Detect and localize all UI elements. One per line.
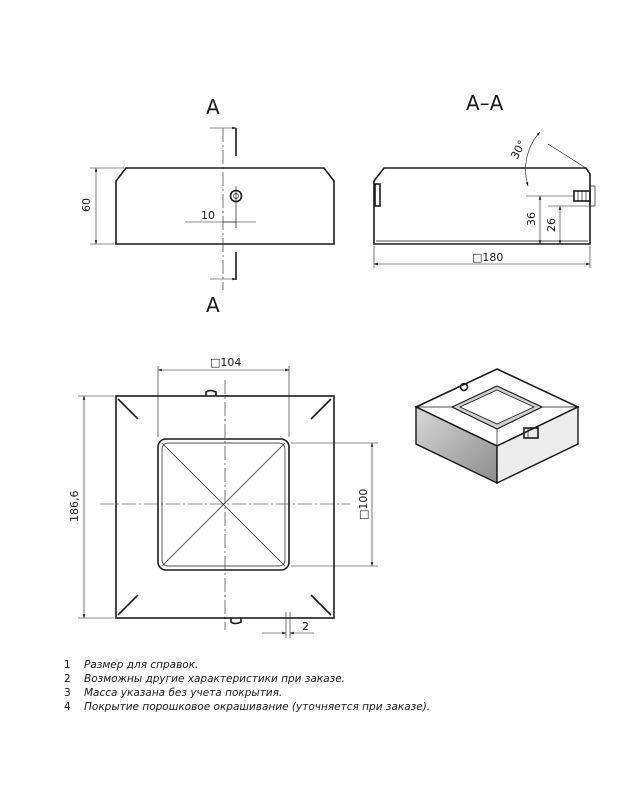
front-outline: [116, 168, 334, 244]
section-marker-top: A: [206, 95, 220, 119]
note-number: 4: [64, 701, 71, 713]
note-item: [64, 686, 624, 700]
note-text: Размер для справок.: [84, 659, 199, 671]
note-item: [64, 658, 624, 672]
dim-36: 36: [525, 212, 538, 226]
front-view: [80, 95, 334, 317]
dim-100: □100: [357, 488, 370, 520]
dim-186-6: 186,6: [68, 490, 81, 522]
dim-180: □180: [472, 251, 504, 264]
dim-2: 2: [302, 620, 309, 633]
note-text: Покрытие порошковое окрашивание (уточняется при заказе).: [84, 701, 431, 713]
dim-30deg: 30°: [508, 138, 529, 162]
note-item: [64, 700, 624, 714]
section-title: A–A: [466, 91, 504, 115]
isometric-view: [416, 369, 578, 483]
note-number: 3: [64, 687, 71, 699]
note-text: Масса указана без учета покрытия.: [84, 687, 283, 699]
top-view: [68, 356, 378, 638]
dim-104: □104: [210, 356, 242, 369]
section-marker-bottom: A: [206, 293, 220, 317]
note-item: [64, 672, 624, 686]
note-text: Возможны другие характеристики при заказе.: [84, 673, 346, 685]
dim-60: 60: [80, 198, 93, 212]
section-view: [374, 91, 595, 268]
dim-10: 10: [201, 209, 215, 222]
dim-26: 26: [545, 218, 558, 232]
note-number: 1: [64, 659, 71, 671]
note-number: 2: [64, 673, 71, 685]
notes-list: [64, 658, 624, 714]
section-tab: [375, 184, 380, 206]
